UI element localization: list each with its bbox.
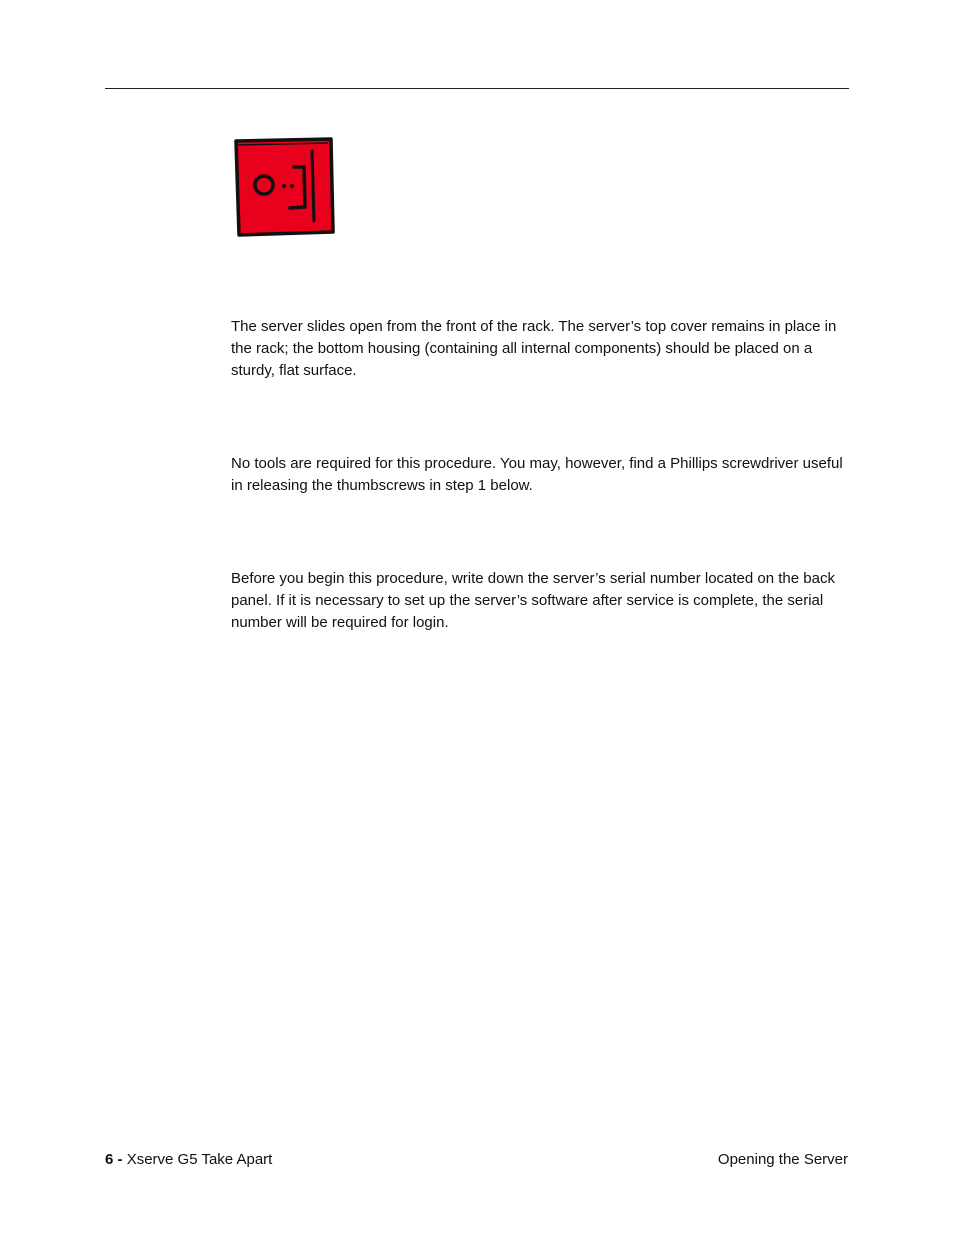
- mac-face-icon: [232, 137, 338, 239]
- footer-section-title: Opening the Server: [717, 1151, 848, 1168]
- page-number: 6 -: [105, 1151, 123, 1168]
- document-title: Xserve G5 Take Apart: [126, 1151, 273, 1168]
- footer-left: [105, 1150, 272, 1170]
- paragraph-serial-number: Before you begin this procedure, write down the server’s serial number located on the back panel. If it is necessary to set up the server’s software after service is complete, the serial number will be required for login.: [231, 570, 835, 631]
- paragraph-intro: The server slides open from the front of the rack. The server’s top cover remains in place in the rack; the bottom housing (containing all internal components) should be placed on a sturdy, flat surface.: [231, 318, 837, 379]
- paragraph-tools: No tools are required for this procedure. You may, however, find a Phillips screwdriver useful in releasing the thumbscrews in step 1 below.: [231, 455, 843, 494]
- header-rule: [105, 88, 849, 89]
